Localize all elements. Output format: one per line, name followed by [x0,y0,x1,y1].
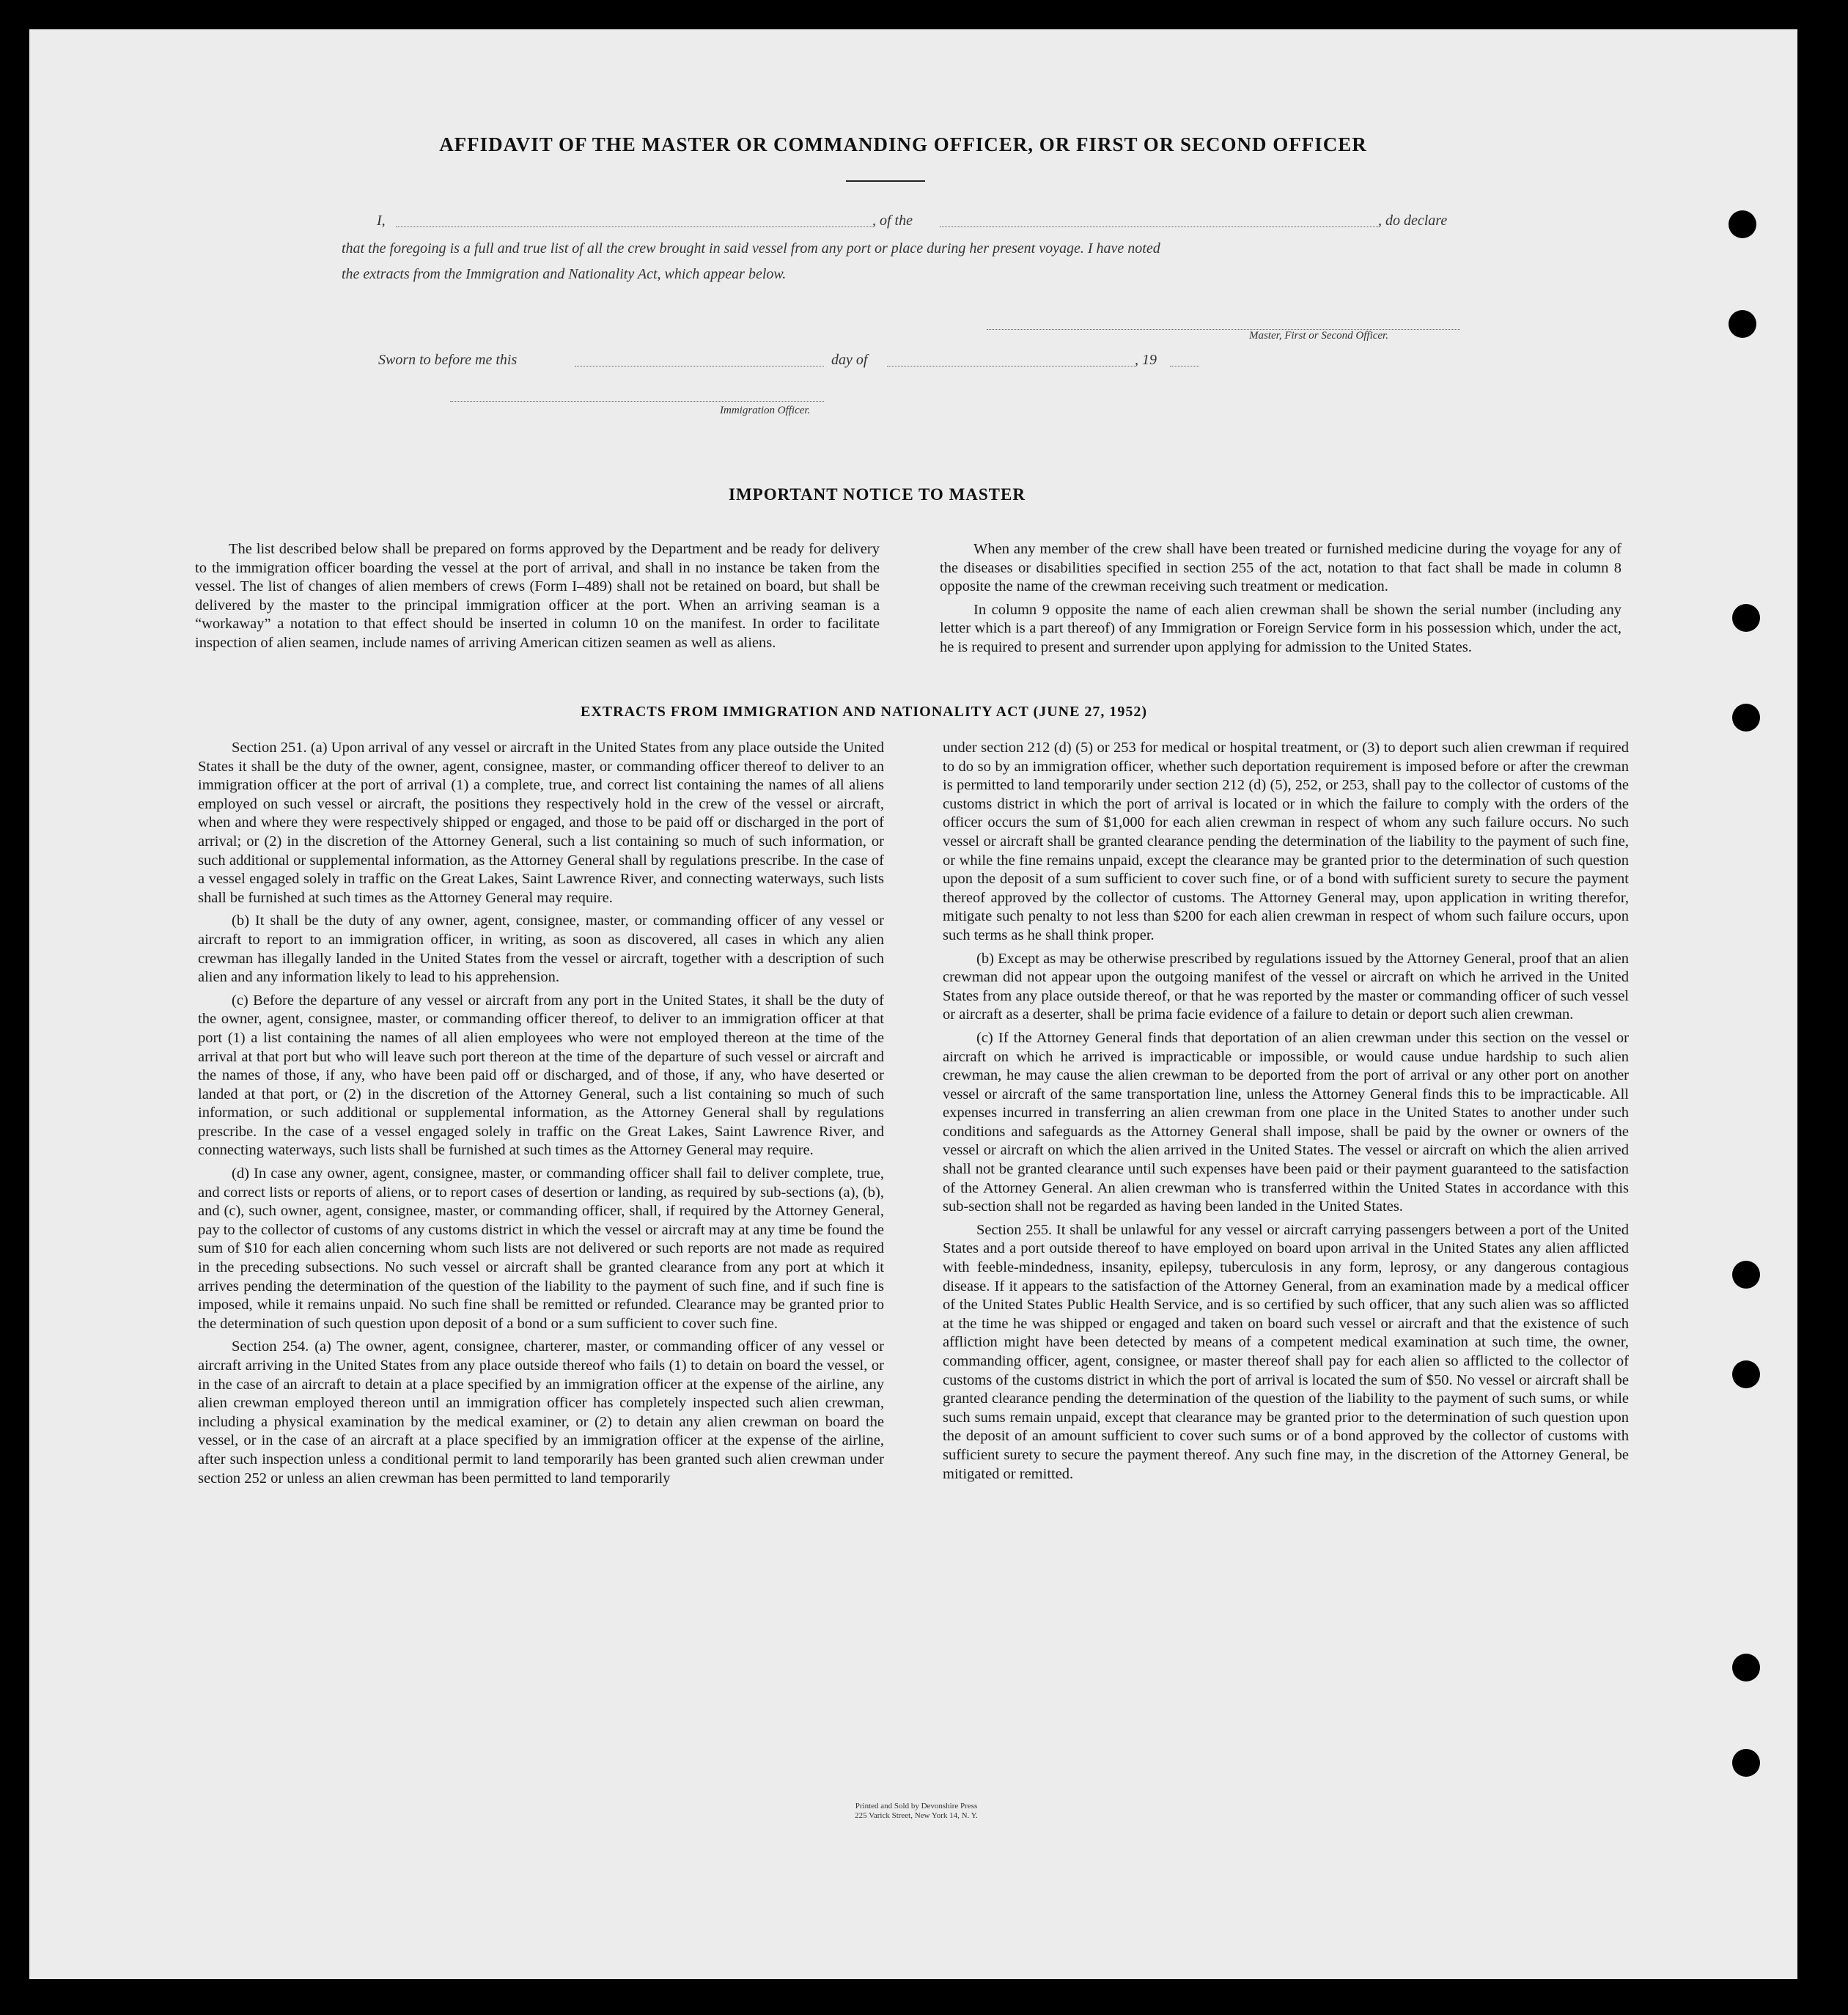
punch-hole [1732,704,1760,732]
affidavit-line3: the extracts from the Immigration and Nationality Act, which appear below. [342,266,787,282]
master-signature-line [987,328,1460,330]
extract-paragraph: Section 254. (a) The owner, agent, consignee, charterer, master, or commanding officer of any vessel or aircraft arriving in the United States from any place outside thereof who fails (1) to detain on board the vessel, or in the case of an aircraft to detain at a place specified by an immigration officer at the expense of the airline, any alien crewman employed thereon until an immigration officer has completely inspected such alien crewman, including a physical examination by the medical examiner, or (2) to detain any alien crewman on board the vessel, or in the case of an aircraft at a place specified by an immigration officer at the expense of the airline, after such inspection unless a conditional permit to land temporarily has been granted such alien crewman under section 252 or unless an alien crewman has been permitted to land temporarily [198,1338,884,1487]
affidavit-title: AFFIDAVIT OF THE MASTER OR COMMANDING OFFICER, OR FIRST OR SECOND OFFICER [439,133,1367,155]
punch-hole [1732,604,1760,632]
affidavit-line1-end: , do declare [1378,213,1448,229]
sworn-year-blank [1170,365,1199,366]
extract-paragraph: (d) In case any owner, agent, consignee, master, or commanding officer shall fail to deliver complete, true, and correct lists or reports of aliens, or to report cases of desertion or landing, as required by sub-sections (a), (b), and (c), such owner, agent, consignee, master, or commanding officer, shall, if required by the Attorney General, pay to the collector of customs of any customs district in which the vessel or aircraft may at any time be found the sum of $10 for each alien concerning whom such lists are not delivered or such reports are not made as required in the preceding subsections. No such vessel or aircraft shall be granted clearance from any port at which it arrives pending the determination of the question of the liability to the payment of such fine, and if such fine is imposed, while it remains unpaid. No such fine shall be remitted or refunded. Clearance may be granted prior to the determination of such question upon deposit of a bond or a sum sufficient to cover such fine. [198,1165,884,1332]
officer-signature-line [450,400,824,402]
affidavit-line1-mid: , of the [872,213,913,229]
affidavit-line2: that the foregoing is a full and true list of all the crew brought in said vessel from any port or place during her present voyage. I have noted [342,240,1160,257]
imprint-line: 225 Varick Street, New York 14, N. Y. [855,1811,978,1820]
punch-hole [1729,310,1756,338]
notice-paragraph: The list described below shall be prepared on forms approved by the Department and be ready for delivery to the immigration officer boarding the vessel at the port of arrival, and shall in no instance be taken from the vessel. The list of changes of alien members of crews (Form I–489) shall not be retained on board, but shall be delivered by the master to the principal immigration officer at the port. When an arriving seaman is a “workaway” a notation to that effect should be inserted in column 10 on the manifest. In order to facilitate inspection of alien seamen, include names of arriving American citizen seamen as well as aliens. [195,541,880,651]
officer-signature-label: Immigration Officer. [720,405,811,416]
extract-paragraph: (c) If the Attorney General finds that deportation of an alien crewman under this section on the vessel or aircraft on which he arrived is impracticable or impossible, or would cause undue hardship to such alien crewman, he may cause the alien crewman to be deported from the port of arrival or any other port on another vessel or aircraft of the same transportation line, unless the Attorney General finds this to be impracticable. All expenses incurred in transferring an alien crewman from one place in the United States to another under such conditions and safeguards as the Attorney General shall impose, shall be paid by the owner or owners of the vessel or aircraft on which the alien arrived in the United States. The vessel or aircraft on which the alien arrived shall not be granted clearance until such expenses have been paid or their payment guaranteed to the satisfaction of the Attorney General. An alien crewman who is transferred within the United States in accordance with this sub-section shall not be regarded as having been landed in the United States. [943,1029,1629,1215]
punch-hole [1732,1360,1760,1388]
vessel-blank [940,226,1380,227]
punch-hole [1732,1749,1760,1777]
punch-hole [1732,1261,1760,1289]
sworn-day-text: day of [831,352,868,368]
sworn-month-blank [887,365,1136,366]
notice-left-column [195,540,880,657]
master-signature-label: Master, First or Second Officer. [1249,330,1388,342]
title-divider [846,180,925,182]
extract-paragraph: Section 255. It shall be unlawful for any vessel or aircraft carrying passengers between a port of the United States and a port outside thereof to have employed on board upon arrival in the United States any alien afflicted with feeble-mindedness, insanity, epilepsy, tuberculosis in any form, leprosy, or any dangerous contagious disease. If it appears to the satisfaction of the Attorney General, from an examination made by a medical officer of the United States Public Health Service, and is so certified by such officer, that any such alien was so afflicted at the time he was shipped or engaged and taken on board such vessel or aircraft and that the existence of such affliction might have been detected by means of a competent medical examination at such time, the owner, commanding officer, agent, consignee, or master thereof shall pay for each alien so afflicted to the collector of customs of the customs district in which the port of arrival is located the sum of $50. No vessel or aircraft shall be granted clearance pending the determination of the question of the liability to the payment of such sums, or while such sums remain unpaid, except that clearance may be granted prior to the determination of such question upon the deposit of an amount sufficient to cover such sums or of a bond approved by the collector of customs with sufficient surety to secure the payment thereof. Any such fine may, in the discretion of the Attorney General, be mitigated or remitted. [943,1221,1629,1482]
extracts-right-column [943,739,1629,1488]
punch-hole [1732,1654,1760,1681]
sworn-year-text: , 19 [1135,352,1157,368]
sworn-day-blank [575,365,824,366]
notice-paragraph: When any member of the crew shall have been treated or furnished medicine during the voyage for any of the diseases or disabilities specified in section 255 of the act, notation to that fact shall be made in column 8 opposite the name of the crewman receiving such treatment or medication. [940,541,1621,595]
notice-paragraph: In column 9 opposite the name of each alien crewman shall be shown the serial number (including any letter which is a part thereof) of any Immigration or Foreign Service form in his possession which, under the act, he is required to present and surrender upon applying for admission to the United States. [940,601,1621,655]
printer-imprint [792,1802,1041,1821]
extract-paragraph: (b) It shall be the duty of any owner, agent, consignee, master, or commanding officer of any vessel or aircraft to report to an immigration officer, in writing, as soon as discovered, all cases in which any alien crewman has illegally landed in the United States from the vessel or aircraft, together with a description of such alien and any information likely to lead to his apprehension. [198,913,884,986]
notice-right-column [940,540,1621,662]
sworn-text: Sworn to before me this [378,352,518,368]
affidavit-line1-start: I, [377,213,386,229]
extract-paragraph: (b) Except as may be otherwise prescribed by regulations issued by the Attorney General, proof that an alien crewman did not appear upon the outgoing manifest of the vessel or aircraft on which he arrived in the United States from any place outside thereof, or that he was reported by the master or commanding officer of such vessel or aircraft as a deserter, shall be prima facie evidence of a failure to detain or deport such alien crewman. [943,950,1629,1023]
extracts-heading: EXTRACTS FROM IMMIGRATION AND NATIONALITY ACT (JUNE 27, 1952) [581,704,1148,720]
punch-hole [1729,210,1756,238]
extract-paragraph: (c) Before the departure of any vessel or aircraft from any port in the United States, it shall be the duty of the owner, agent, consignee, master, or commanding officer thereof, to deliver to an immigration officer at that port (1) a list containing the names of all alien employees who were not employed thereon at the time of the arrival at that port but who will leave such port thereon at the time of the departure of such vessel or aircraft and the names of those, if any, who have been paid off or discharged, and of those, if any, who have deserted or landed at that port, or (2) in the discretion of the Attorney General, such a list containing so much of such information, or such additional or supplemental information, as the Attorney General shall by regulations prescribe. In the case of a vessel engaged solely in traffic on the Great Lakes, Saint Lawrence River, and connecting waterways, such lists shall be furnished at such times as the Attorney General may require. [198,992,884,1159]
imprint-line: Printed and Sold by Devonshire Press [855,1802,978,1810]
extract-paragraph: under section 212 (d) (5) or 253 for medical or hospital treatment, or (3) to deport such alien crewman if required to do so by an immigration officer, whether such deportation requirement is imposed before or after the crewman is permitted to land temporarily under section 212 (d) (5), 252, or 253, shall pay to the collector of customs of the customs district in which the port of arrival is located or in which the failure to comply with the orders of the officer occurs the sum of $1,000 for each alien crewman in respect of whom any such failure occurs. No such vessel or aircraft shall be granted clearance pending the determination of the liability to the payment of such fine, or while the fine remains unpaid, except the clearance may be granted prior to the determination of such question upon the deposit of a sum sufficient to cover such fine, or of a bond with sufficient surety to secure the payment thereof approved by the collector of customs. The Attorney General may, upon application in writing therefor, mitigate such penalty to not less than $200 for each alien crewman in respect of whom such failure occurs, upon such terms as he shall think proper. [943,740,1629,943]
extracts-left-column [198,739,884,1492]
name-blank [396,226,872,227]
notice-heading: IMPORTANT NOTICE TO MASTER [729,485,1026,504]
extract-paragraph: Section 251. (a) Upon arrival of any vessel or aircraft in the United States from any place outside the United States it shall be the duty of the owner, agent, consignee, master, or commanding officer thereof to deliver to an immigration officer at the port of arrival (1) a complete, true, and correct list containing the names of all aliens employed on such vessel or aircraft, the positions they respectively hold in the crew of the vessel or aircraft, when and where they were respectively shipped or engaged, and those to be paid off or discharged in the port of arrival; or (2) in the discretion of the Attorney General, such a list containing so much of such information, or such additional or supplemental information, as the Attorney General shall by regulations prescribe. In the case of a vessel engaged solely in traffic on the Great Lakes, Saint Lawrence River, and connecting waterways, such lists shall be furnished at such times as the Attorney General may require. [198,740,884,906]
